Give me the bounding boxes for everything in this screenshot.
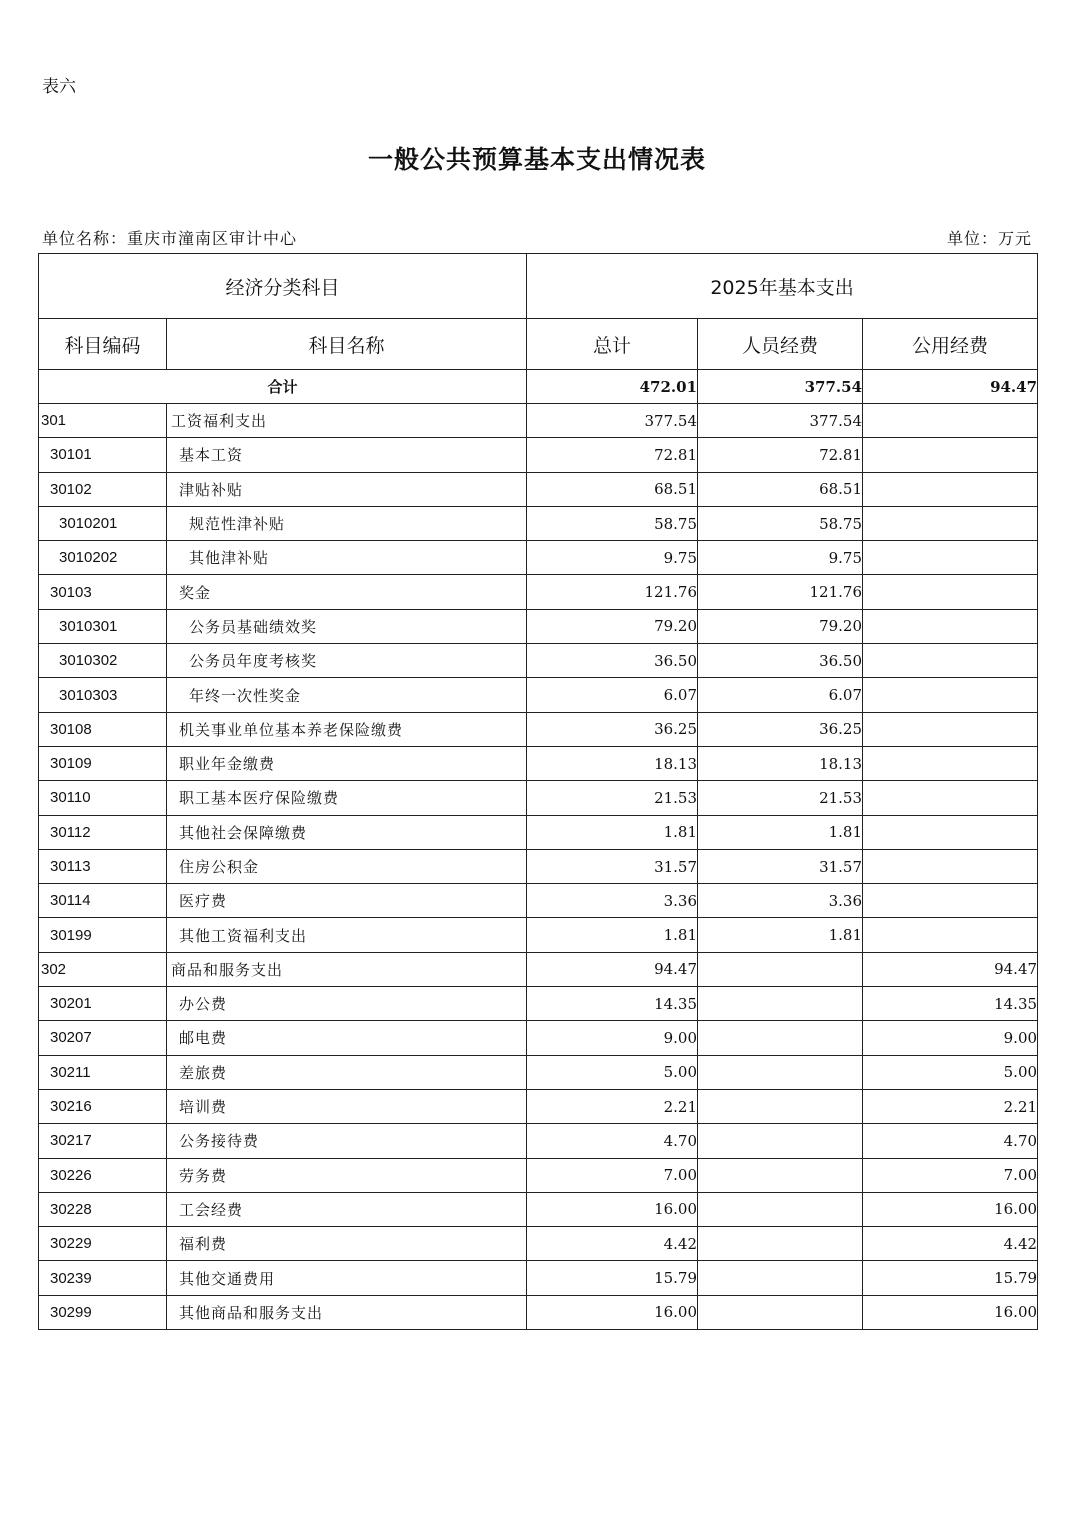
row-total: 4.70 <box>527 1124 698 1158</box>
row-public: 14.35 <box>863 987 1038 1021</box>
row-code: 30103 <box>39 575 167 609</box>
row-code: 30299 <box>39 1295 167 1329</box>
row-name: 住房公积金 <box>167 849 527 883</box>
row-code: 30199 <box>39 918 167 952</box>
row-code: 30239 <box>39 1261 167 1295</box>
row-name: 其他社会保障缴费 <box>167 815 527 849</box>
row-code: 30102 <box>39 472 167 506</box>
row-public <box>863 644 1038 678</box>
row-public: 2.21 <box>863 1089 1038 1123</box>
row-code: 3010202 <box>39 541 167 575</box>
table-row <box>39 1192 1038 1226</box>
row-personnel <box>698 987 863 1021</box>
row-public: 4.42 <box>863 1227 1038 1261</box>
row-personnel: 72.81 <box>698 438 863 472</box>
row-code: 30108 <box>39 712 167 746</box>
row-public: 94.47 <box>863 952 1038 986</box>
row-code: 30112 <box>39 815 167 849</box>
header-basic-expense: 2025年基本支出 <box>527 254 1038 319</box>
row-total: 3.36 <box>527 884 698 918</box>
row-total: 2.21 <box>527 1089 698 1123</box>
total-row <box>39 370 1038 404</box>
row-personnel: 121.76 <box>698 575 863 609</box>
row-personnel <box>698 952 863 986</box>
row-total: 16.00 <box>527 1295 698 1329</box>
row-personnel: 18.13 <box>698 746 863 780</box>
row-code: 302 <box>39 952 167 986</box>
row-name: 其他津补贴 <box>167 541 527 575</box>
row-public <box>863 609 1038 643</box>
row-code: 30109 <box>39 746 167 780</box>
table-row <box>39 918 1038 952</box>
row-public <box>863 815 1038 849</box>
row-total: 1.81 <box>527 815 698 849</box>
table-row <box>39 1261 1038 1295</box>
row-name: 劳务费 <box>167 1158 527 1192</box>
table-row <box>39 1055 1038 1089</box>
row-name: 年终一次性奖金 <box>167 678 527 712</box>
table-row <box>39 884 1038 918</box>
row-code: 30101 <box>39 438 167 472</box>
row-public <box>863 746 1038 780</box>
row-personnel: 377.54 <box>698 404 863 438</box>
row-public: 7.00 <box>863 1158 1038 1192</box>
row-code: 3010302 <box>39 644 167 678</box>
row-public: 9.00 <box>863 1021 1038 1055</box>
row-personnel: 31.57 <box>698 849 863 883</box>
row-total: 15.79 <box>527 1261 698 1295</box>
row-public <box>863 541 1038 575</box>
row-personnel: 36.25 <box>698 712 863 746</box>
row-total: 72.81 <box>527 438 698 472</box>
table-number: 表六 <box>42 77 76 97</box>
row-public: 16.00 <box>863 1295 1038 1329</box>
table-row <box>39 712 1038 746</box>
row-total: 377.54 <box>527 404 698 438</box>
total-public: 94.47 <box>863 370 1038 404</box>
row-total: 16.00 <box>527 1192 698 1226</box>
row-personnel <box>698 1227 863 1261</box>
row-total: 121.76 <box>527 575 698 609</box>
row-public <box>863 404 1038 438</box>
unit-name: 单位名称：重庆市潼南区审计中心 <box>42 229 298 248</box>
row-total: 5.00 <box>527 1055 698 1089</box>
header-econ-class: 经济分类科目 <box>39 254 527 319</box>
row-total: 9.75 <box>527 541 698 575</box>
header-public: 公用经费 <box>863 319 1038 370</box>
row-name: 津贴补贴 <box>167 472 527 506</box>
table-row <box>39 1021 1038 1055</box>
row-public <box>863 678 1038 712</box>
header-total: 总计 <box>527 319 698 370</box>
row-personnel <box>698 1261 863 1295</box>
row-total: 18.13 <box>527 746 698 780</box>
row-name: 邮电费 <box>167 1021 527 1055</box>
row-personnel <box>698 1124 863 1158</box>
table-row <box>39 815 1038 849</box>
row-name: 工资福利支出 <box>167 404 527 438</box>
table-row <box>39 678 1038 712</box>
row-code: 30217 <box>39 1124 167 1158</box>
row-personnel: 58.75 <box>698 506 863 540</box>
row-name: 其他交通费用 <box>167 1261 527 1295</box>
row-name: 职业年金缴费 <box>167 746 527 780</box>
header-name: 科目名称 <box>167 319 527 370</box>
row-total: 68.51 <box>527 472 698 506</box>
row-name: 公务员基础绩效奖 <box>167 609 527 643</box>
row-name: 培训费 <box>167 1089 527 1123</box>
budget-table <box>38 253 1038 1330</box>
table-row <box>39 609 1038 643</box>
row-total: 31.57 <box>527 849 698 883</box>
table-row <box>39 541 1038 575</box>
row-personnel <box>698 1089 863 1123</box>
row-public <box>863 472 1038 506</box>
row-personnel: 79.20 <box>698 609 863 643</box>
table-row <box>39 952 1038 986</box>
row-public <box>863 712 1038 746</box>
row-personnel: 1.81 <box>698 815 863 849</box>
row-personnel: 6.07 <box>698 678 863 712</box>
row-personnel <box>698 1158 863 1192</box>
row-name: 公务接待费 <box>167 1124 527 1158</box>
row-code: 3010301 <box>39 609 167 643</box>
row-name: 奖金 <box>167 575 527 609</box>
row-name: 工会经费 <box>167 1192 527 1226</box>
table-row <box>39 644 1038 678</box>
row-code: 30113 <box>39 849 167 883</box>
row-name: 办公费 <box>167 987 527 1021</box>
total-personnel: 377.54 <box>698 370 863 404</box>
row-personnel <box>698 1192 863 1226</box>
currency-unit: 单位：万元 <box>946 229 1032 248</box>
row-personnel: 21.53 <box>698 781 863 815</box>
row-name: 商品和服务支出 <box>167 952 527 986</box>
row-name: 机关事业单位基本养老保险缴费 <box>167 712 527 746</box>
row-name: 职工基本医疗保险缴费 <box>167 781 527 815</box>
table-row <box>39 1124 1038 1158</box>
row-personnel <box>698 1021 863 1055</box>
row-public <box>863 506 1038 540</box>
row-personnel <box>698 1055 863 1089</box>
row-code: 30114 <box>39 884 167 918</box>
row-code: 3010201 <box>39 506 167 540</box>
total-sum: 472.01 <box>527 370 698 404</box>
row-public <box>863 781 1038 815</box>
row-personnel: 3.36 <box>698 884 863 918</box>
row-total: 36.50 <box>527 644 698 678</box>
row-public <box>863 438 1038 472</box>
total-label: 合计 <box>39 370 527 404</box>
row-code: 30201 <box>39 987 167 1021</box>
row-public: 4.70 <box>863 1124 1038 1158</box>
row-name: 医疗费 <box>167 884 527 918</box>
row-code: 30226 <box>39 1158 167 1192</box>
row-total: 4.42 <box>527 1227 698 1261</box>
row-total: 58.75 <box>527 506 698 540</box>
row-name: 福利费 <box>167 1227 527 1261</box>
row-public <box>863 884 1038 918</box>
row-total: 94.47 <box>527 952 698 986</box>
row-total: 1.81 <box>527 918 698 952</box>
row-public <box>863 849 1038 883</box>
table-row <box>39 849 1038 883</box>
row-code: 30216 <box>39 1089 167 1123</box>
table-row <box>39 575 1038 609</box>
table-row <box>39 438 1038 472</box>
table-row <box>39 1295 1038 1329</box>
table-row <box>39 987 1038 1021</box>
header-code: 科目编码 <box>39 319 167 370</box>
table-row <box>39 472 1038 506</box>
header-personnel: 人员经费 <box>698 319 863 370</box>
row-public <box>863 575 1038 609</box>
row-name: 规范性津补贴 <box>167 506 527 540</box>
row-code: 30211 <box>39 1055 167 1089</box>
row-public: 16.00 <box>863 1192 1038 1226</box>
row-total: 79.20 <box>527 609 698 643</box>
table-row <box>39 506 1038 540</box>
row-public <box>863 918 1038 952</box>
row-code: 30229 <box>39 1227 167 1261</box>
row-total: 21.53 <box>527 781 698 815</box>
row-code: 30110 <box>39 781 167 815</box>
row-total: 14.35 <box>527 987 698 1021</box>
row-name: 基本工资 <box>167 438 527 472</box>
row-name: 其他工资福利支出 <box>167 918 527 952</box>
row-personnel: 1.81 <box>698 918 863 952</box>
row-name: 公务员年度考核奖 <box>167 644 527 678</box>
row-personnel: 9.75 <box>698 541 863 575</box>
document-title: 一般公共预算基本支出情况表 <box>367 145 706 174</box>
row-personnel: 36.50 <box>698 644 863 678</box>
row-name: 差旅费 <box>167 1055 527 1089</box>
row-total: 9.00 <box>527 1021 698 1055</box>
table-body <box>39 370 1038 1330</box>
table-row <box>39 781 1038 815</box>
row-code: 30228 <box>39 1192 167 1226</box>
row-name: 其他商品和服务支出 <box>167 1295 527 1329</box>
row-public: 15.79 <box>863 1261 1038 1295</box>
table-row <box>39 746 1038 780</box>
row-personnel: 68.51 <box>698 472 863 506</box>
row-code: 3010303 <box>39 678 167 712</box>
table-row <box>39 1227 1038 1261</box>
row-public: 5.00 <box>863 1055 1038 1089</box>
row-total: 7.00 <box>527 1158 698 1192</box>
row-total: 6.07 <box>527 678 698 712</box>
row-code: 301 <box>39 404 167 438</box>
row-total: 36.25 <box>527 712 698 746</box>
table-row <box>39 1158 1038 1192</box>
row-code: 30207 <box>39 1021 167 1055</box>
row-personnel <box>698 1295 863 1329</box>
table-row <box>39 404 1038 438</box>
table-row <box>39 1089 1038 1123</box>
